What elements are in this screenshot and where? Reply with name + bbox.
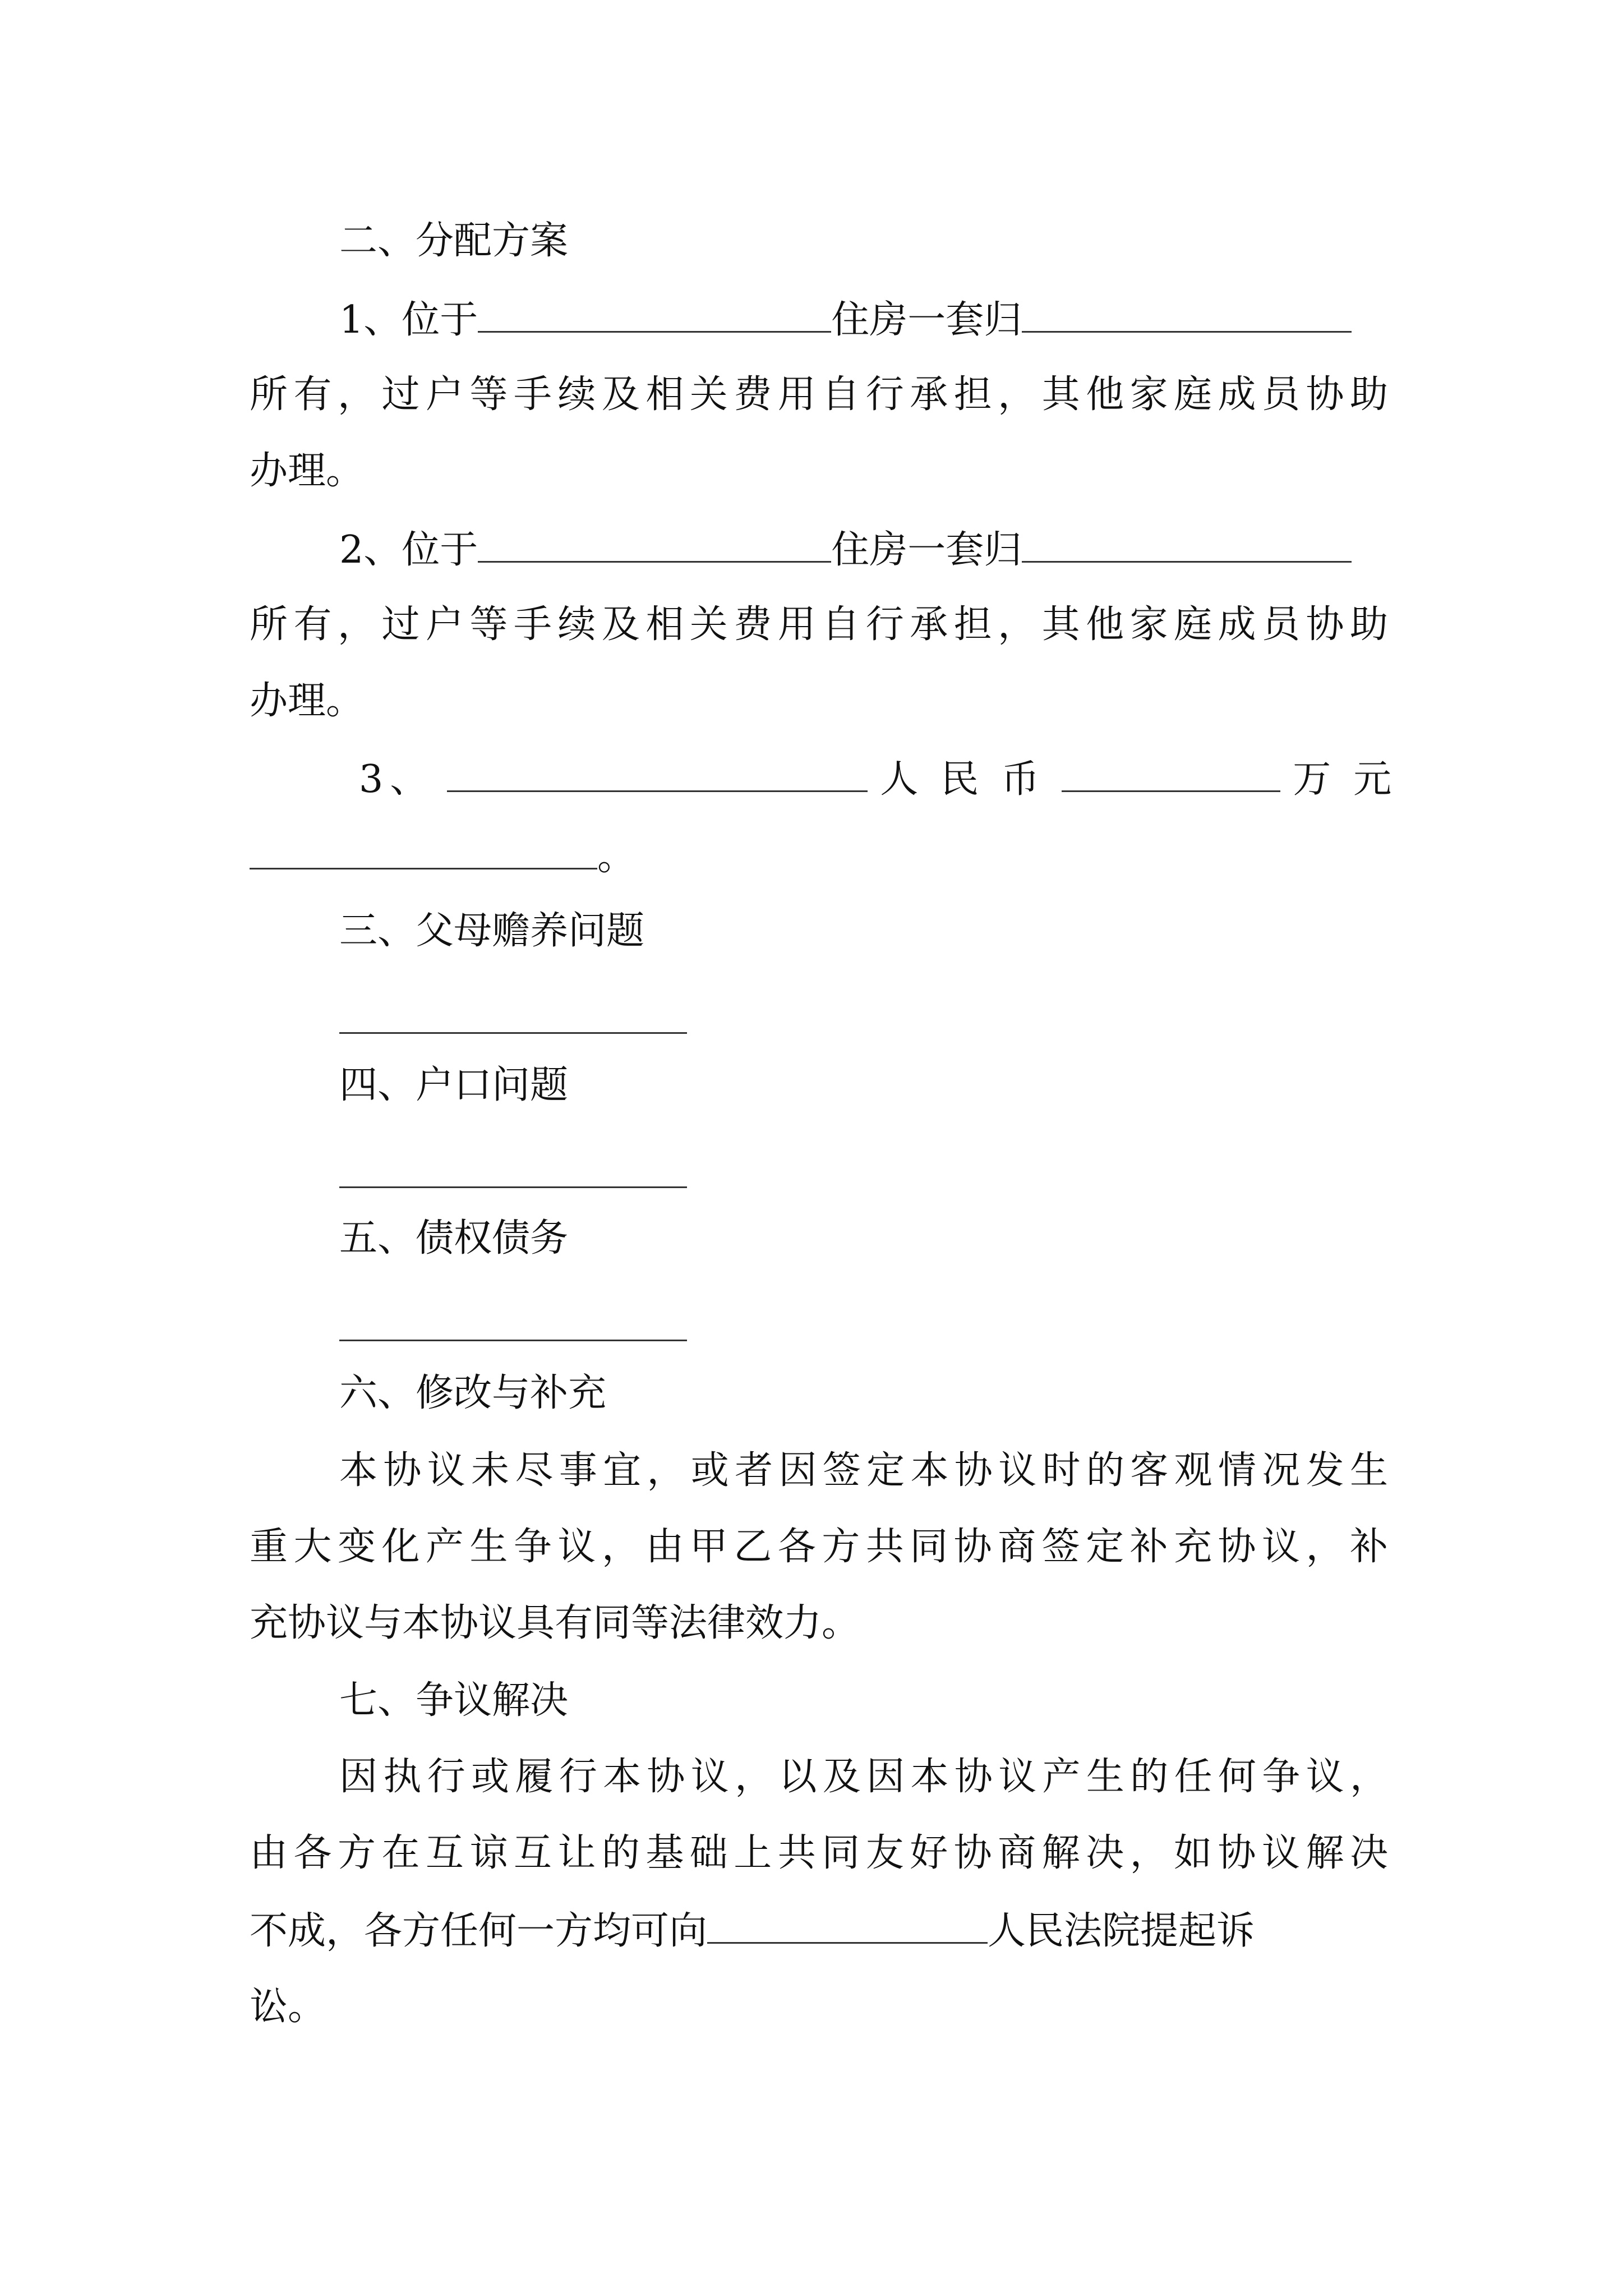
item-3-unit: 万元 <box>1293 757 1414 802</box>
item-3-currency: 人民币 <box>880 757 1062 802</box>
item-2-cont: 所有，过户等手续及相关费用自行承担，其他家庭成员协助 <box>250 602 1388 647</box>
paragraph-text: 不成，各方任何一方均可向 <box>250 1909 708 1953</box>
paragraph-line: 重大变化产生争议，由甲乙各方共同协商签定补充协议，补 <box>250 1525 1388 1569</box>
section-heading: 四、户口问题 <box>339 1063 569 1107</box>
blank-field[interactable] <box>339 1032 687 1034</box>
item-3-prefix: 3、 <box>359 757 435 802</box>
section-heading: 二、分配方案 <box>339 219 569 263</box>
blank-field[interactable] <box>478 521 831 563</box>
paragraph-line <box>250 1902 1388 1958</box>
blank-field[interactable] <box>1022 521 1352 563</box>
section-heading: 七、争议解决 <box>339 1678 569 1723</box>
paragraph-line: 本协议未尽事宜，或者因签定本协议时的客观情况发生 <box>339 1448 1388 1493</box>
blank-field[interactable] <box>447 750 868 792</box>
item-2-prefix: 2、位于 <box>339 528 478 572</box>
paragraph-text: 人民法院提起诉 <box>988 1909 1255 1953</box>
blank-field[interactable] <box>1062 750 1280 792</box>
section-heading: 五、债权债务 <box>339 1216 569 1260</box>
paragraph-line: 讼。 <box>250 1985 326 2029</box>
item-3-line <box>359 750 1414 806</box>
paragraph-line: 充协议与本协议具有同等法律效力。 <box>250 1601 860 1645</box>
item-1-cont: 所有，过户等手续及相关费用自行承担，其他家庭成员协助 <box>250 372 1388 417</box>
item-1-end: 办理。 <box>250 449 365 493</box>
item-2-end: 办理。 <box>250 679 365 723</box>
item-3-end <box>250 827 1388 884</box>
blank-field[interactable] <box>1022 291 1352 333</box>
item-2-mid: 住房一套归 <box>831 528 1022 572</box>
item-1-line <box>339 291 1388 347</box>
paragraph-line: 因执行或履行本协议，以及因本协议产生的任何争议， <box>339 1755 1388 1799</box>
item-1-prefix: 1、位于 <box>339 298 478 342</box>
section-heading: 三、父母赡养问题 <box>339 909 645 953</box>
section-heading: 六、修改与补充 <box>339 1371 607 1415</box>
blank-field[interactable] <box>250 827 597 869</box>
blank-field[interactable] <box>707 1902 988 1944</box>
paragraph-line: 由各方在互谅互让的基础上共同友好协商解决，如协议解决 <box>250 1831 1388 1875</box>
item-3-period: 。 <box>597 835 636 879</box>
item-2-line <box>339 521 1388 577</box>
blank-field[interactable] <box>478 291 831 333</box>
item-1-mid: 住房一套归 <box>831 298 1022 342</box>
blank-field[interactable] <box>339 1186 687 1188</box>
blank-field[interactable] <box>339 1340 687 1341</box>
